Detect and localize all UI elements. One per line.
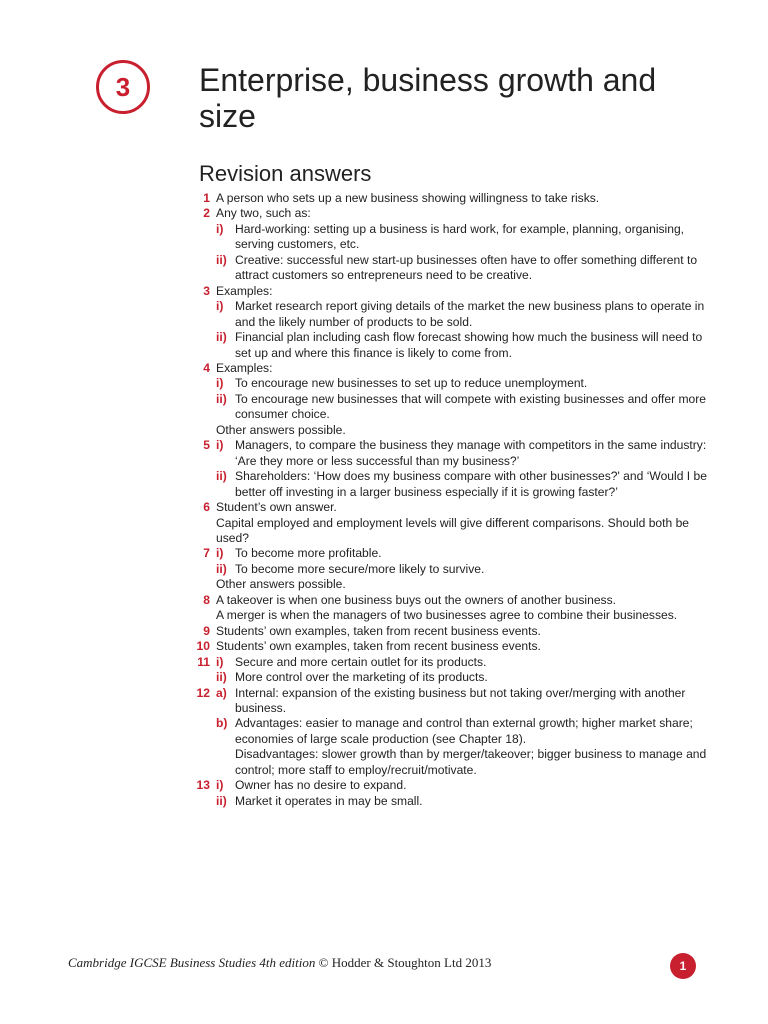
answer-subpart xyxy=(216,686,710,717)
subpart-label: ii) xyxy=(216,330,227,345)
answer-number: 9 xyxy=(203,623,210,638)
answer-number: 12 xyxy=(196,685,210,700)
answer-line xyxy=(216,608,710,623)
answer-body xyxy=(216,284,710,361)
answer-subpart xyxy=(216,222,710,253)
answer-line xyxy=(216,191,710,206)
answer-item xyxy=(190,500,710,546)
answer-subpart xyxy=(216,253,710,284)
answer-body xyxy=(216,624,710,639)
answer-text: A person who sets up a new business showing willingness to take risks. xyxy=(216,191,600,205)
answer-subpart xyxy=(216,562,710,577)
answer-text: Examples: xyxy=(216,360,273,375)
answer-item xyxy=(190,438,710,500)
answer-body xyxy=(216,361,710,438)
footer-copyright: © Hodder & Stoughton Ltd 2013 xyxy=(318,955,492,970)
subpart-label: ii) xyxy=(216,793,227,808)
answer-line xyxy=(216,423,710,438)
answer-number: 4 xyxy=(203,360,210,375)
answer-subpart xyxy=(216,438,710,469)
answer-text: Advantages: easier to manage and control than external growth; higher market share; economies of large scale production (see Chapter 18). Disadvantages: slower growth than by merger/takeover; bigger business to manage and control; more staff to employ/recruit/motivate. xyxy=(235,716,707,777)
answer-text: A merger is when the managers of two businesses agree to combine their businesses. xyxy=(216,608,678,623)
answer-text: Other answers possible. xyxy=(216,577,346,592)
answer-line xyxy=(216,639,710,654)
answer-line xyxy=(216,361,710,376)
answer-text: Any two, such as: xyxy=(216,206,311,221)
answer-item xyxy=(190,361,710,438)
answer-text: A takeover is when one business buys out the owners of another business. xyxy=(216,592,617,607)
answer-body xyxy=(216,686,710,779)
subpart-label: ii) xyxy=(216,670,227,685)
answer-body xyxy=(216,639,710,654)
answer-text: Owner has no desire to expand. xyxy=(235,778,407,793)
answer-text: To encourage new businesses to set up to reduce unemployment. xyxy=(235,376,588,391)
answer-item xyxy=(190,624,710,639)
subpart-label: ii) xyxy=(216,561,227,576)
subpart-label: a) xyxy=(216,685,227,700)
answer-subpart xyxy=(216,392,710,423)
footer-book-title: Cambridge IGCSE Business Studies 4th edition xyxy=(68,955,316,970)
answer-item xyxy=(190,778,710,809)
chapter-number-badge xyxy=(96,60,150,114)
answer-text: Other answers possible. xyxy=(216,422,346,437)
subpart-label: i) xyxy=(216,221,224,236)
answer-body xyxy=(216,438,710,500)
answer-line xyxy=(216,577,710,592)
answer-item xyxy=(190,284,710,361)
answer-body xyxy=(216,593,710,624)
answer-item xyxy=(190,593,710,624)
answer-number: 10 xyxy=(196,639,210,654)
subpart-label: i) xyxy=(216,299,224,314)
answer-item xyxy=(190,655,710,686)
answer-text: Financial plan including cash flow forecast showing how much the business will need to set up and where this finance is likely to come from. xyxy=(235,330,703,360)
answer-text: Secure and more certain outlet for its products. xyxy=(235,654,487,669)
answer-subpart xyxy=(216,670,710,685)
answer-subpart xyxy=(216,330,710,361)
answer-item xyxy=(190,686,710,779)
answer-number: 13 xyxy=(196,778,210,793)
answer-body xyxy=(216,500,710,546)
chapter-number: 3 xyxy=(115,71,131,102)
answer-subpart xyxy=(216,546,710,561)
answer-line xyxy=(216,516,710,547)
subpart-label: i) xyxy=(216,438,224,453)
answer-subpart xyxy=(216,376,710,391)
answer-text: Capital employed and employment levels will give different comparisons. Should both be used? xyxy=(216,515,690,545)
answer-text: Students’ own examples, taken from recent business events. xyxy=(216,623,541,638)
answer-subpart xyxy=(216,794,710,809)
answer-text: To become more secure/more likely to survive. xyxy=(235,561,485,576)
answer-subpart xyxy=(216,716,710,778)
answer-text: Shareholders: ‘How does my business compare with other businesses?' and ‘Would I be better off investing in a larger business especially if it is growing faster?’ xyxy=(235,469,707,499)
page-number-badge xyxy=(670,953,696,979)
answer-line xyxy=(216,593,710,608)
answer-line xyxy=(216,206,710,221)
answer-item xyxy=(190,206,710,283)
answer-number: 6 xyxy=(203,500,210,515)
answer-item xyxy=(190,191,710,206)
subpart-label: i) xyxy=(216,654,224,669)
answer-body xyxy=(216,546,710,592)
answer-text: More control over the marketing of its products. xyxy=(235,670,488,685)
answer-subpart xyxy=(216,778,710,793)
answer-number: 2 xyxy=(203,206,210,221)
answer-item xyxy=(190,546,710,592)
answer-subpart xyxy=(216,299,710,330)
answer-number: 7 xyxy=(203,546,210,561)
answer-text: Market research report giving details of the market the new business plans to operate in and the likely number of products to be sold. xyxy=(235,299,705,329)
answer-text: Hard-working: setting up a business is hard work, for example, planning, organising, serving customers, etc. xyxy=(235,221,685,252)
answer-text: Examples: xyxy=(216,283,273,298)
answer-text: Creative: successful new start-up businesses often have to offer something different to attract customers so entrepreneurs need to be creative. xyxy=(235,252,698,283)
answer-text: Student’s own answer. xyxy=(216,500,337,515)
answer-number: 11 xyxy=(197,654,210,669)
answer-number: 5 xyxy=(203,438,210,453)
answer-line xyxy=(216,284,710,299)
page-number: 1 xyxy=(679,959,687,973)
subpart-label: i) xyxy=(216,376,224,391)
section-heading: Revision answers xyxy=(199,161,372,186)
answers-list xyxy=(190,191,710,809)
answer-body xyxy=(216,206,710,283)
answer-subpart xyxy=(216,655,710,670)
answer-text: To encourage new businesses that will compete with existing businesses and offer more consumer choice. xyxy=(235,391,707,422)
answer-body xyxy=(216,778,710,809)
subpart-label: i) xyxy=(216,778,224,793)
answer-number: 1 xyxy=(203,191,210,205)
answer-number: 3 xyxy=(203,283,210,298)
answer-text: Managers, to compare the business they manage with competitors in the same industry: ‘Are they more or less successful than my business?’ xyxy=(235,438,707,468)
subpart-label: ii) xyxy=(216,252,227,267)
answer-line xyxy=(216,624,710,639)
subpart-label: i) xyxy=(216,546,224,561)
subpart-label: ii) xyxy=(216,469,227,484)
answer-item xyxy=(190,639,710,654)
answer-text: Market it operates in may be small. xyxy=(235,793,423,808)
answer-number: 8 xyxy=(203,592,210,607)
answer-text: To become more profitable. xyxy=(235,546,382,561)
answer-body xyxy=(216,655,710,686)
answer-subpart xyxy=(216,469,710,500)
answer-line xyxy=(216,500,710,515)
answer-text: Internal: expansion of the existing business but not taking over/merging with another business. xyxy=(235,685,686,715)
subpart-label: ii) xyxy=(216,391,227,406)
answer-text: Students’ own examples, taken from recent business events. xyxy=(216,639,541,654)
chapter-title: Enterprise, business growth and size xyxy=(199,62,657,134)
footer xyxy=(68,955,491,971)
subpart-label: b) xyxy=(216,716,228,731)
answer-body xyxy=(216,191,710,206)
